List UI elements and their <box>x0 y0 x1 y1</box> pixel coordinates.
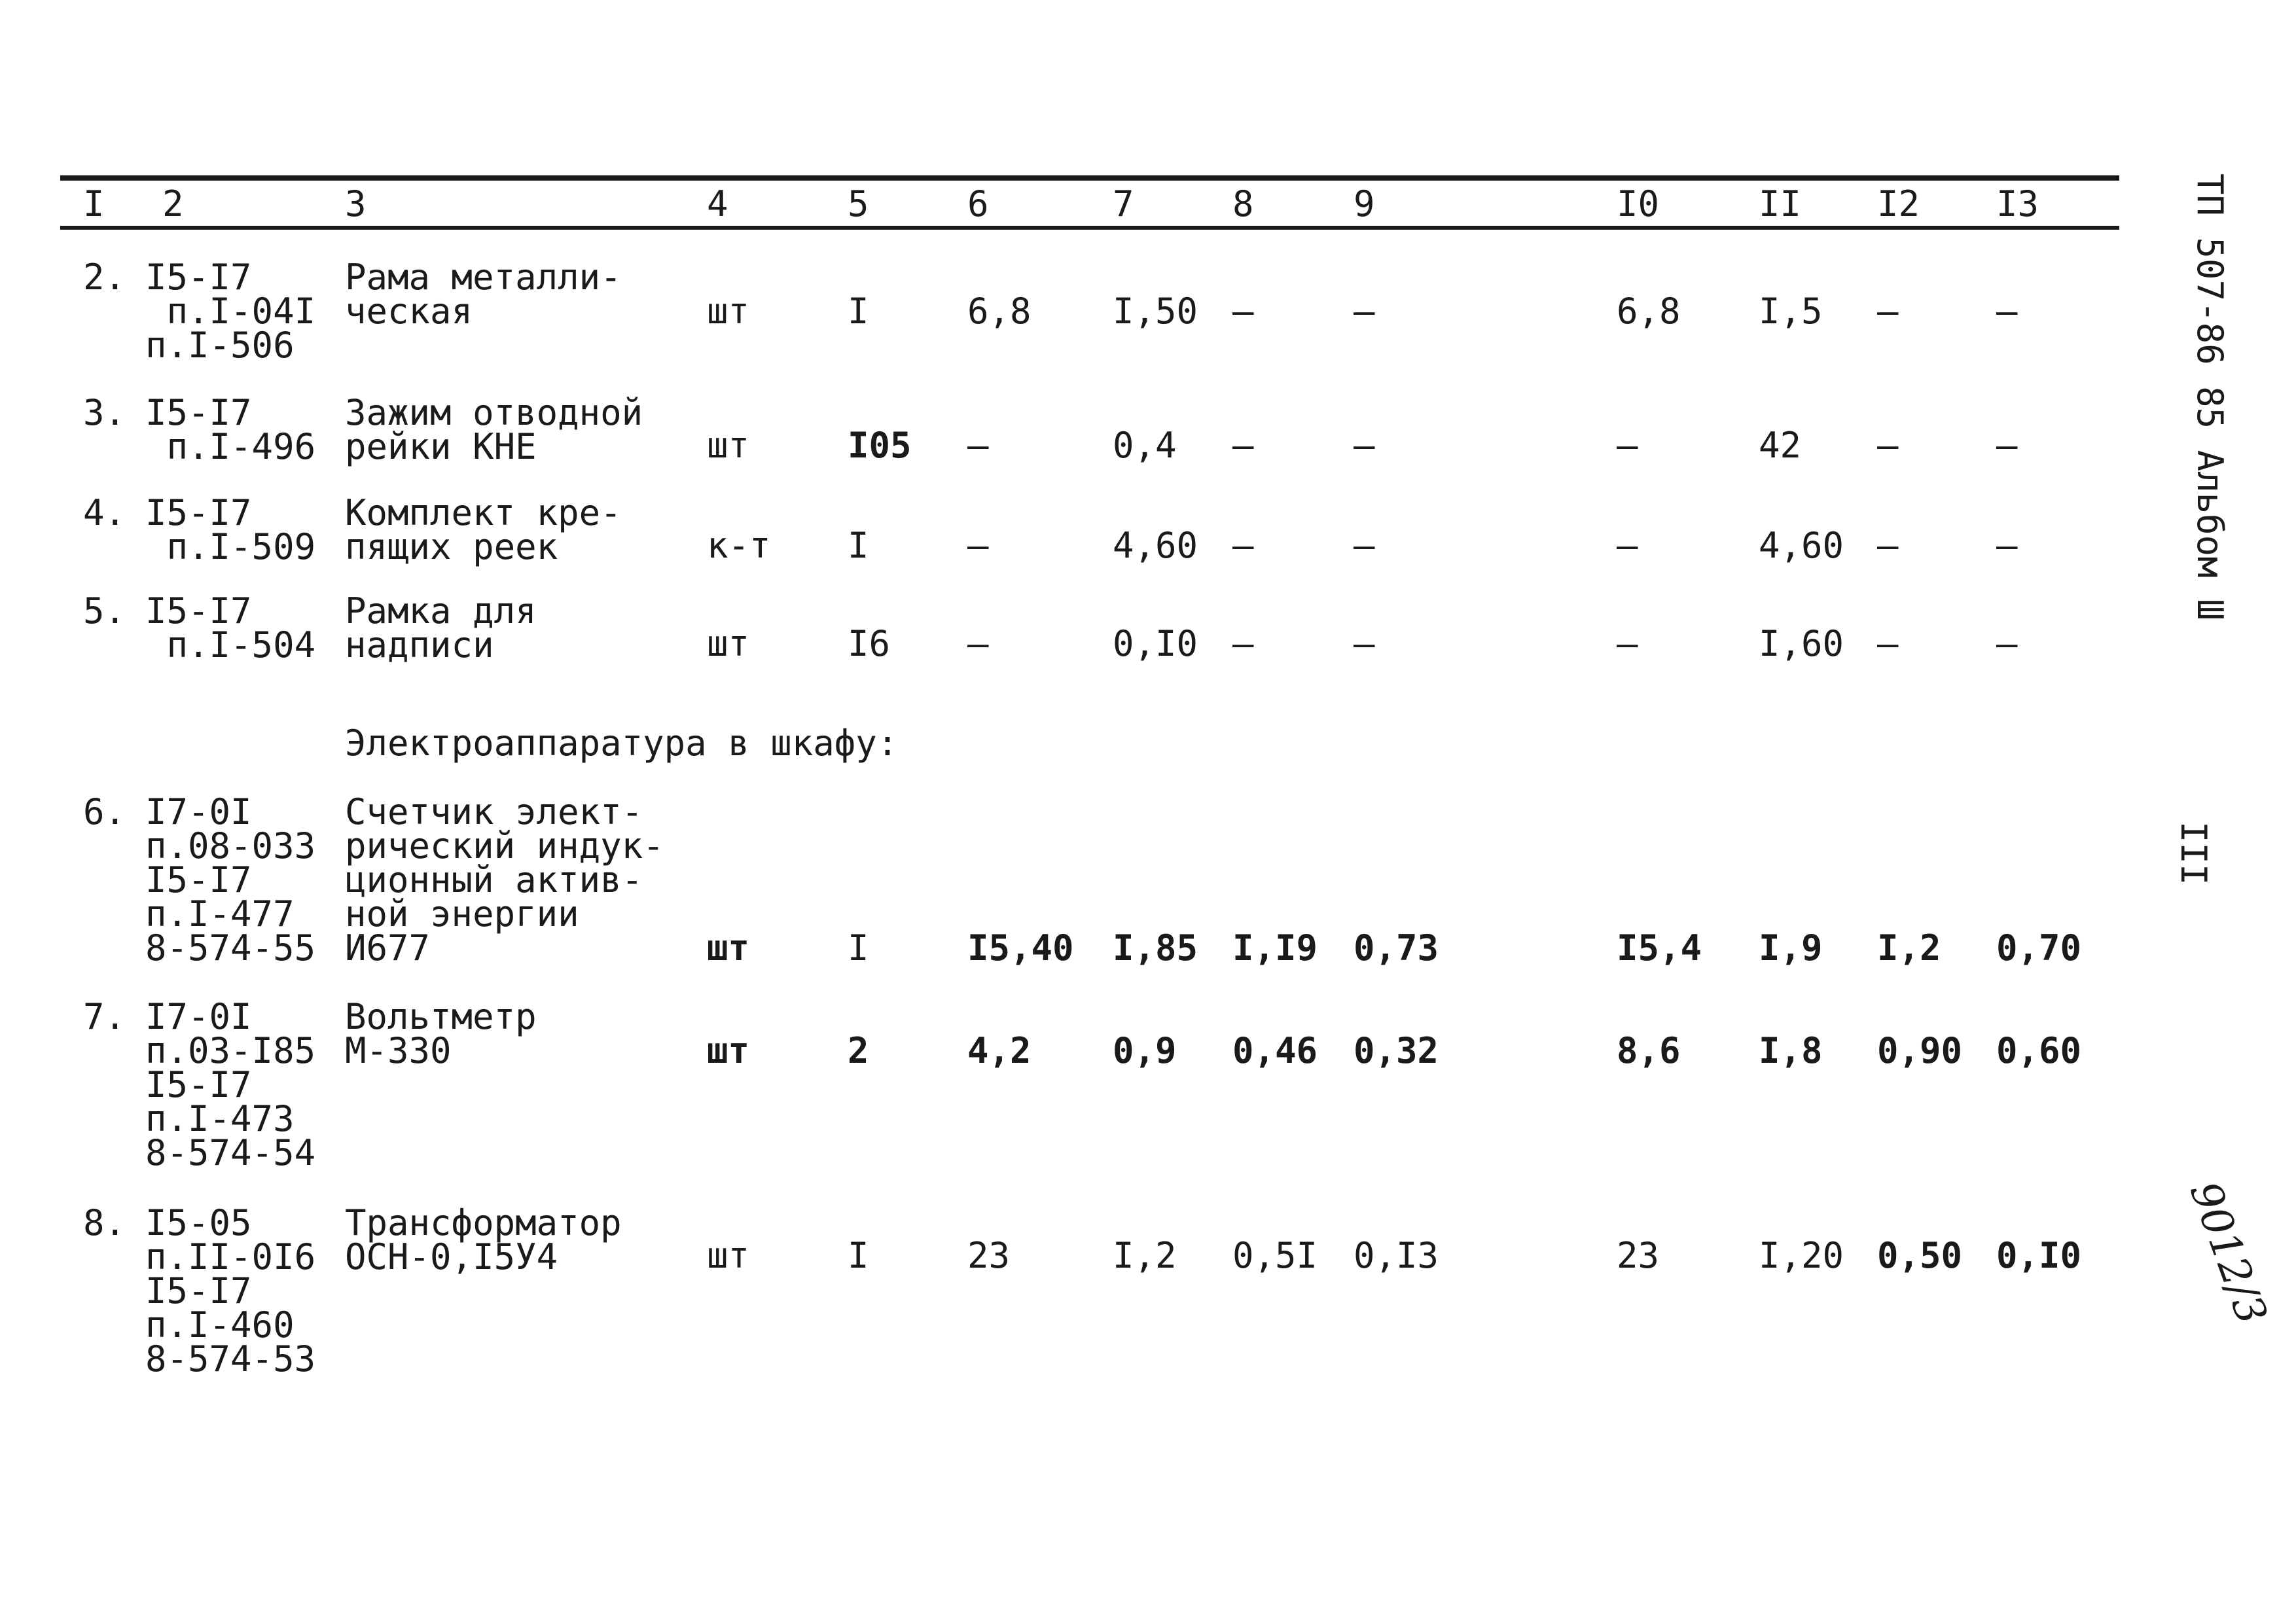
row-c10: I5,4 <box>1617 927 1702 969</box>
row-c9: – <box>1354 291 1375 332</box>
row-c10: 23 <box>1617 1235 1660 1276</box>
row-c6: – <box>967 525 989 566</box>
row-c13: – <box>1996 425 2018 466</box>
row-c9: – <box>1354 623 1375 664</box>
row-c12: I,2 <box>1877 927 1941 969</box>
row-c7: 0,I0 <box>1113 623 1198 664</box>
row-c13: 0,60 <box>1996 1030 2082 1071</box>
handwritten-note: 9012/3 <box>2179 1175 2276 1331</box>
row-c13: 0,70 <box>1996 927 2082 969</box>
row-c8: 0,5I <box>1232 1235 1318 1276</box>
col-header-13: I3 <box>1996 183 2039 224</box>
row-qty: I <box>848 291 869 332</box>
row-code: I7-0I п.03-I85 I5-I7 п.I-473 8-574-54 <box>145 996 316 1173</box>
row-c6: I5,40 <box>967 927 1074 969</box>
row-c10: – <box>1617 623 1638 664</box>
row-number: 8. <box>83 1202 126 1243</box>
col-header-1: I <box>83 183 105 224</box>
row-c12: – <box>1877 425 1899 466</box>
row-c12: 0,50 <box>1877 1235 1963 1276</box>
row-number: 4. <box>83 492 126 533</box>
row-name: Рамка для надписи <box>345 590 537 666</box>
table-top-rule <box>60 175 2119 181</box>
row-code: I5-05 п.II-0I6 I5-I7 п.I-460 8-574-53 <box>145 1202 316 1380</box>
row-number: 2. <box>83 257 126 298</box>
row-c7: I,50 <box>1113 291 1198 332</box>
row-c13: – <box>1996 623 2018 664</box>
row-qty: 2 <box>848 1030 869 1071</box>
row-c12: – <box>1877 291 1899 332</box>
row-c7: I,85 <box>1113 927 1198 969</box>
col-header-2: 2 <box>162 183 184 224</box>
document-reference: ТП 507-86 85 Альбом Ш <box>2189 173 2231 620</box>
row-qty: I <box>848 1235 869 1276</box>
col-header-3: 3 <box>345 183 367 224</box>
row-name: Рама металли- ческая <box>345 257 622 332</box>
row-c8: 0,46 <box>1232 1030 1318 1071</box>
row-c9: – <box>1354 525 1375 566</box>
col-header-9: 9 <box>1354 183 1375 224</box>
row-c6: – <box>967 425 989 466</box>
row-c7: 0,4 <box>1113 425 1177 466</box>
row-number: 7. <box>83 996 126 1037</box>
row-c11: I,20 <box>1759 1235 1844 1276</box>
row-name: Вольтметр М-330 <box>345 996 537 1071</box>
col-header-10: I0 <box>1617 183 1660 224</box>
col-header-6: 6 <box>967 183 989 224</box>
row-c8: – <box>1232 425 1254 466</box>
row-number: 5. <box>83 590 126 632</box>
row-c11: 42 <box>1759 425 1802 466</box>
section-title: Электроаппаратура в шкафу: <box>345 722 899 764</box>
row-c8: – <box>1232 525 1254 566</box>
row-c6: 23 <box>967 1235 1011 1276</box>
row-qty: I <box>848 525 869 566</box>
row-unit: шт <box>707 1030 750 1071</box>
row-code: I5-I7 п.I-496 <box>145 392 316 467</box>
row-c9: 0,32 <box>1354 1030 1439 1071</box>
row-c11: I,5 <box>1759 291 1823 332</box>
row-c8: – <box>1232 623 1254 664</box>
row-c8: – <box>1232 291 1254 332</box>
row-c6: 6,8 <box>967 291 1031 332</box>
row-c9: 0,I3 <box>1354 1235 1439 1276</box>
row-unit: к-т <box>707 525 771 566</box>
row-qty: I05 <box>848 425 912 466</box>
row-code: I5-I7 п.I-509 <box>145 492 316 567</box>
row-unit: шт <box>707 291 750 332</box>
row-unit: шт <box>707 1235 750 1276</box>
row-c10: – <box>1617 525 1638 566</box>
row-name: Комплект кре- пящих реек <box>345 492 622 567</box>
row-c13: 0,I0 <box>1996 1235 2082 1276</box>
row-c7: 4,60 <box>1113 525 1198 566</box>
row-name: Счетчик элект- рический индук- ционный актив- ной энергии И677 <box>345 791 664 969</box>
row-c12: – <box>1877 623 1899 664</box>
row-c7: 0,9 <box>1113 1030 1177 1071</box>
row-c8: I,I9 <box>1232 927 1318 969</box>
table-header-rule <box>60 226 2119 230</box>
row-name: Трансформатор ОСН-0,I5У4 <box>345 1202 622 1277</box>
row-c11: 4,60 <box>1759 525 1844 566</box>
row-c6: 4,2 <box>967 1030 1031 1071</box>
col-header-7: 7 <box>1113 183 1134 224</box>
row-c10: 6,8 <box>1617 291 1681 332</box>
row-c9: 0,73 <box>1354 927 1439 969</box>
row-unit: шт <box>707 623 750 664</box>
page-number: III <box>2173 821 2214 885</box>
row-qty: I <box>848 927 869 969</box>
row-c13: – <box>1996 291 2018 332</box>
row-code: I5-I7 п.I-04I п.I-506 <box>145 257 316 366</box>
row-unit: шт <box>707 927 750 969</box>
col-header-11: II <box>1759 183 1802 224</box>
row-c13: – <box>1996 525 2018 566</box>
row-c6: – <box>967 623 989 664</box>
row-c12: 0,90 <box>1877 1030 1963 1071</box>
col-header-12: I2 <box>1877 183 1920 224</box>
row-name: Зажим отводной рейки КНЕ <box>345 392 643 467</box>
row-unit: шт <box>707 425 750 466</box>
row-number: 6. <box>83 791 126 832</box>
row-c11: I,9 <box>1759 927 1823 969</box>
row-c11: I,8 <box>1759 1030 1823 1071</box>
col-header-8: 8 <box>1232 183 1254 224</box>
row-c11: I,60 <box>1759 623 1844 664</box>
row-c7: I,2 <box>1113 1235 1177 1276</box>
row-qty: I6 <box>848 623 891 664</box>
row-code: I5-I7 п.I-504 <box>145 590 316 666</box>
row-c10: – <box>1617 425 1638 466</box>
row-number: 3. <box>83 392 126 433</box>
row-code: I7-0I п.08-033 I5-I7 п.I-477 8-574-55 <box>145 791 316 969</box>
col-header-5: 5 <box>848 183 869 224</box>
col-header-4: 4 <box>707 183 728 224</box>
row-c12: – <box>1877 525 1899 566</box>
row-c10: 8,6 <box>1617 1030 1681 1071</box>
row-c9: – <box>1354 425 1375 466</box>
